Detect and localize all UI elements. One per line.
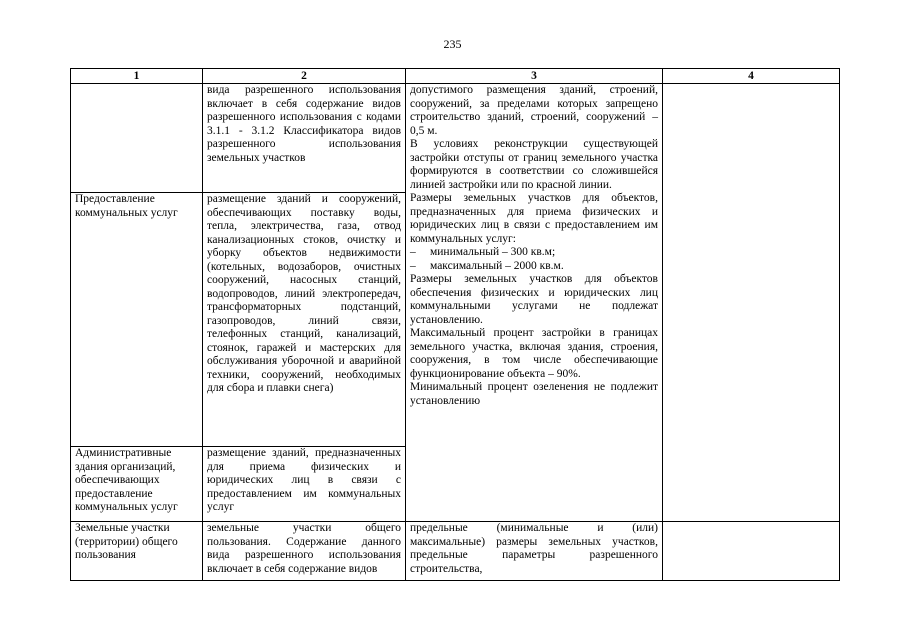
col3-paragraph-4: Размеры земельных участков для объектов обеспечения физических и юридических лиц коммунальными услугами не подлежат установлению. [410, 273, 658, 326]
table-row [71, 522, 840, 581]
header-col-4: 4 [663, 69, 840, 84]
row-b-col1: Предоставление коммунальных услуг [71, 193, 203, 447]
col3-paragraph-2: В условиях реконструкции существующей застройки отступы от границ земельного участка формируются в соответствии со сложившейся линией застройки или по красной линии. [410, 138, 658, 191]
merged-col4-cell [663, 84, 840, 522]
regulations-table [70, 68, 840, 581]
header-col-1: 1 [71, 69, 203, 84]
merged-col3-cell [406, 84, 663, 522]
row-d-col4 [663, 522, 840, 581]
row-c-col1: Административные здания организаций, обеспечивающих предоставление коммунальных услуг [71, 447, 203, 522]
dash-glyph: – [410, 259, 416, 272]
row-d-col3: предельные (минимальные и (или) максимальные) размеры земельных участков, предельные параметры разрешенного строительства, [406, 522, 663, 581]
col3-paragraph-1: допустимого размещения зданий, строений, сооружений, за пределами которых запрещено строительство зданий, строений, сооружений – 0,5 м. [410, 84, 658, 137]
col3-paragraph-3: Размеры земельных участков для объектов, предназначенных для приема физических и юридических лиц в связи с предоставлением им коммунальных услуг: [410, 192, 658, 245]
col3-dash-item-min [410, 246, 658, 260]
dash-glyph: – [410, 246, 416, 258]
table-row [71, 84, 840, 193]
col3-dash-item-max [410, 260, 658, 274]
col3-paragraph-5: Максимальный процент застройки в границах земельного участка, включая здания, строения, сооружения, в том числе обеспечивающие функционирование объекта – 90%. [410, 327, 658, 380]
row-b-col2: размещение зданий и сооружений, обеспечивающих поставку воды, тепла, электричества, газа, отвод канализационных стоков, очистку и уборку объектов недвижимости (котельных, водозаборов, очистных сооружений, насосных станций, водопроводов, линий электропередач, трансформаторных подстанций, газопроводов, линий связи, телефонных станций, канализаций, стоянок, гаражей и мастерских для обслуживания уборочной и аварийной техники, сооружений, необходимых для сбора и плавки снега) [203, 193, 406, 447]
header-row [71, 69, 840, 84]
header-col-2: 2 [203, 69, 406, 84]
row-a-col1 [71, 84, 203, 193]
row-d-col2: земельные участки общего пользования. Содержание данного вида разрешенного использования включает в себя содержание видов [203, 522, 406, 581]
dash-item-text: максимальный – 2000 кв.м. [430, 259, 564, 272]
col3-paragraph-6: Минимальный процент озеленения не подлежит установлению [410, 381, 658, 407]
row-a-col2: вида разрешенного использования включает в себя содержание видов разрешенного использования с кодами 3.1.1 - 3.1.2 Классификатора видов разрешенного использования земельных участков [203, 84, 406, 193]
header-col-3: 3 [406, 69, 663, 84]
dash-item-text: минимальный – 300 кв.м; [430, 246, 556, 258]
row-d-col1: Земельные участки (территории) общего пользования [71, 522, 203, 581]
row-c-col2: размещение зданий, предназначенных для приема физических и юридических лиц в связи с предоставлением им коммунальных услуг [203, 447, 406, 522]
page-number: 235 [443, 37, 462, 51]
